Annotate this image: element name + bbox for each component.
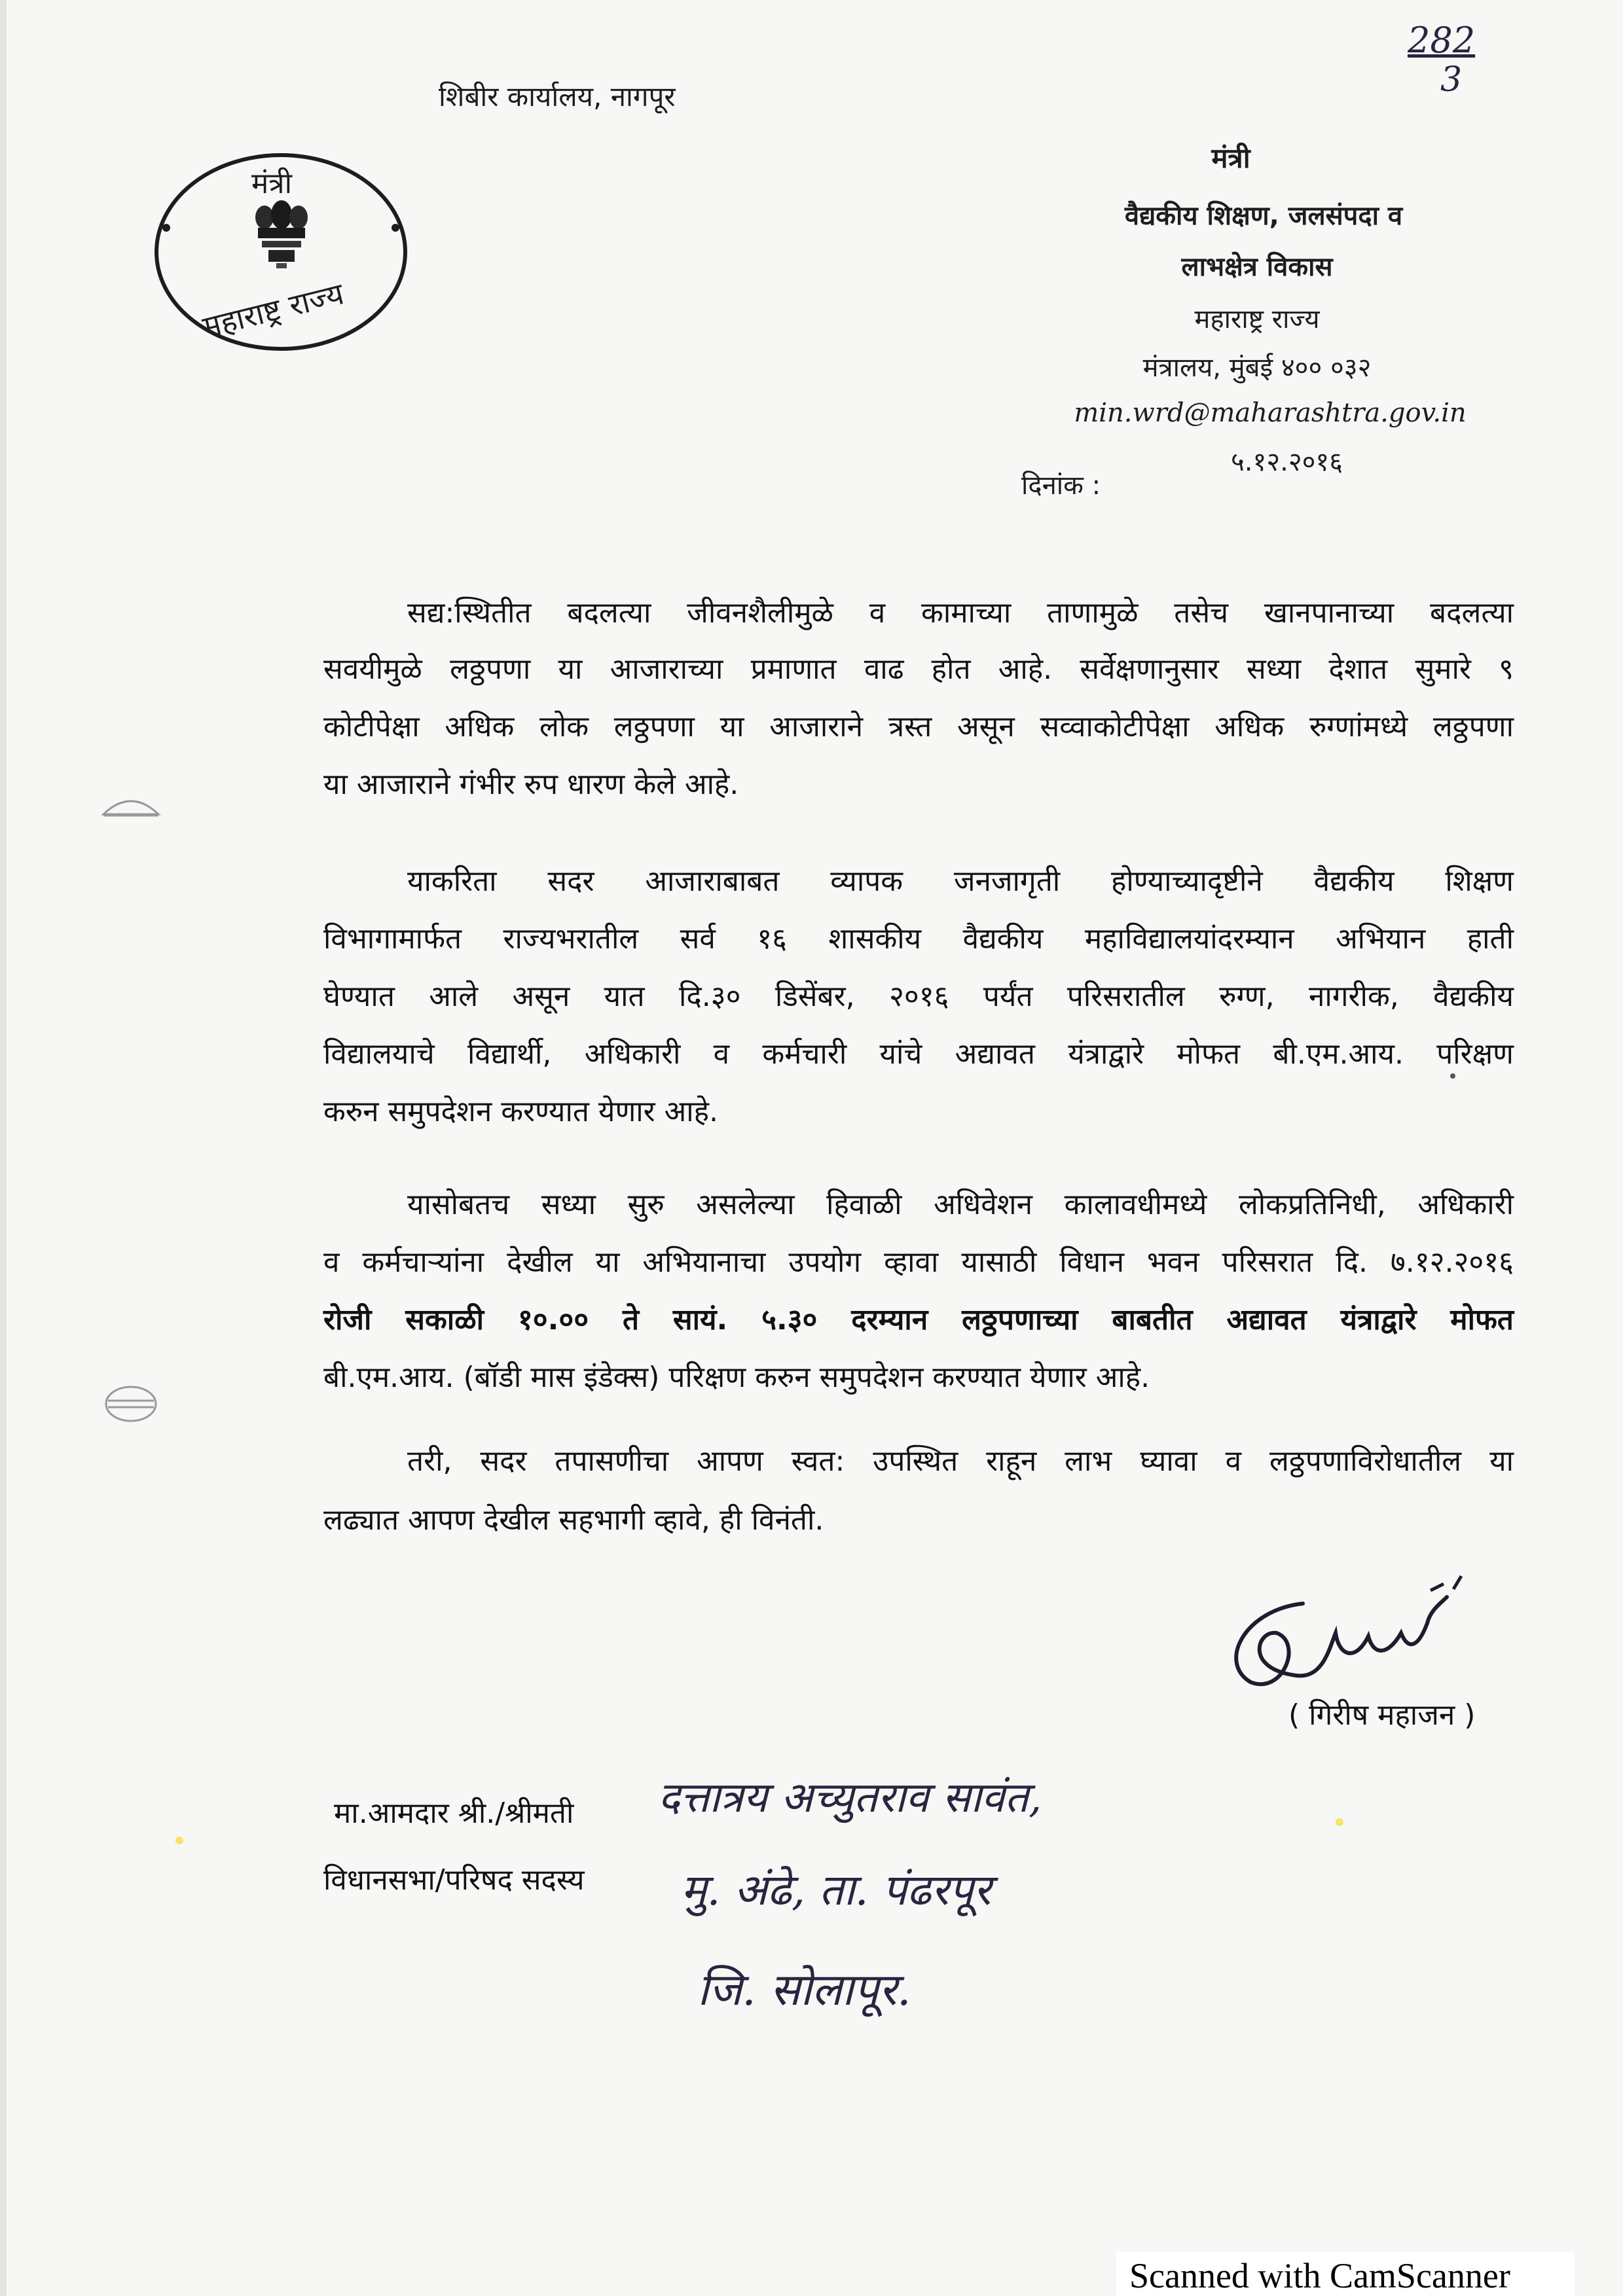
letterhead-department-line1: वैद्यकीय शिक्षण, जलसंपदा व bbox=[1124, 201, 1403, 231]
paragraph2-line3: घेण्यात आले असून यात दि.३० डिसेंबर, २०१६ पर्यंत परिसरातील रुग्ण, नागरीक, वैद्यकीय bbox=[323, 980, 1514, 1013]
paragraph3-line1: यासोबतच सध्या सुरु असलेल्या हिवाळी अधिवेशन कालावधीमध्ये लोकप्रतिनिधी, अधिकारी bbox=[407, 1188, 1514, 1221]
paragraph3-line3: रोजी सकाळी १०.०० ते सायं. ५.३० दरम्यान लठ्ठपणाच्या बाबतीत अद्यावत यंत्राद्वारे मोफत bbox=[323, 1303, 1514, 1336]
scanner-watermark: Scanned with CamScanner bbox=[1129, 2256, 1510, 2295]
letterhead-department-line2: लाभक्षेत्र विकास bbox=[1181, 252, 1333, 282]
scan-dot bbox=[1450, 1073, 1455, 1079]
paragraph4-line2: लढ्यात आपण देखील सहभागी व्हावे, ही विनंती. bbox=[323, 1503, 824, 1537]
letterhead-address: मंत्रालय, मुंबई ४०० ०३२ bbox=[1142, 353, 1372, 383]
recipient-handwritten-district: जि. सोलापूर. bbox=[697, 1964, 911, 2016]
punch-hole-mark-icon bbox=[101, 1381, 160, 1427]
seal-bottom-text: महाराष्ट्र राज्य bbox=[198, 276, 348, 345]
letterhead-title: मंत्री bbox=[1211, 142, 1250, 174]
paragraph3-line2: व कर्मचाऱ्यांना देखील या अभियानाचा उपयोग व्हावा यासाठी विधान भवन परिसरात दि. ७.१२.२०१६ bbox=[323, 1246, 1514, 1279]
paragraph1-line4: या आजाराने गंभीर रुप धारण केले आहे. bbox=[323, 768, 739, 801]
punch-hole-mark-icon bbox=[98, 785, 164, 825]
letterhead-email: min.wrd@maharashtra.gov.in bbox=[1074, 398, 1467, 428]
recipient-handwritten-name: दत्तात्रय अच्युतराव सावंत, bbox=[658, 1774, 1042, 1822]
recipient-handwritten-village: मु. अंढे, ता. पंढरपूर bbox=[681, 1865, 991, 1915]
paragraph1-line3: कोटीपेक्षा अधिक लोक लठ्ठपणा या आजाराने त्रस्त असून सव्वाकोटीपेक्षा अधिक रुग्णांमध्ये लठ्ठपणा bbox=[323, 710, 1514, 744]
minister-signature bbox=[1205, 1571, 1480, 1708]
paragraph1-line2: सवयीमुळे लठ्ठपणा या आजाराच्या प्रमाणात वाढ होत आहे. सर्वेक्षणानुसार सध्या देशात सुमारे ९ bbox=[323, 653, 1514, 686]
scan-dot bbox=[1336, 1818, 1343, 1826]
scan-dot bbox=[175, 1837, 183, 1844]
scan-page-edge bbox=[0, 0, 7, 2296]
paragraph2-line2: विभागामार्फत राज्यभरातील सर्व १६ शासकीय वैद्यकीय महाविद्यालयांदरम्यान अभियान हाती bbox=[323, 922, 1514, 956]
recipient-label2: विधानसभा/परिषद सदस्य bbox=[323, 1863, 585, 1897]
paragraph2-line1: याकरिता सदर आजाराबाबत व्यापक जनजागृती होण्याच्यादृष्टीने वैद्यकीय शिक्षण bbox=[407, 865, 1514, 898]
page-number: 282 bbox=[1408, 20, 1476, 61]
date-label: दिनांक : bbox=[1021, 471, 1101, 501]
camp-office: शिबीर कार्यालय, नागपूर bbox=[439, 81, 676, 113]
seal-top-text: मंत्री bbox=[251, 167, 292, 200]
page-sub-number: 3 bbox=[1440, 60, 1463, 99]
paragraph2-line5: करुन समुपदेशन करण्यात येणार आहे. bbox=[323, 1095, 718, 1128]
paragraph3-line4: बी.एम.आय. (बॉडी मास इंडेक्स) परिक्षण करुन समुपदेशन करण्यात येणार आहे. bbox=[323, 1361, 1150, 1394]
signatory-name: ( गिरीष महाजन ) bbox=[1288, 1698, 1476, 1732]
recipient-label1: मा.आमदार श्री./श्रीमती bbox=[334, 1797, 574, 1830]
date-value: ५.१२.२०१६ bbox=[1231, 447, 1343, 477]
paragraph2-line4: विद्यालयाचे विद्यार्थी, अधिकारी व कर्मचारी यांचे अद्यावत यंत्राद्वारे मोफत बी.एम.आय. परिक्षण bbox=[323, 1037, 1514, 1071]
paragraph1-line1: सद्य:स्थितीत बदलत्या जीवनशैलीमुळे व कामाच्या ताणामुळे तसेच खानपानाच्या बदलत्या bbox=[407, 596, 1514, 630]
official-seal bbox=[152, 151, 410, 353]
letterhead-state: महाराष्ट्र राज्य bbox=[1194, 304, 1320, 334]
ashoka-emblem-icon bbox=[255, 200, 308, 268]
paragraph4-line1: तरी, सदर तपासणीचा आपण स्वत: उपस्थित राहून लाभ घ्यावा व लठ्ठपणाविरोधातील या bbox=[407, 1444, 1514, 1478]
